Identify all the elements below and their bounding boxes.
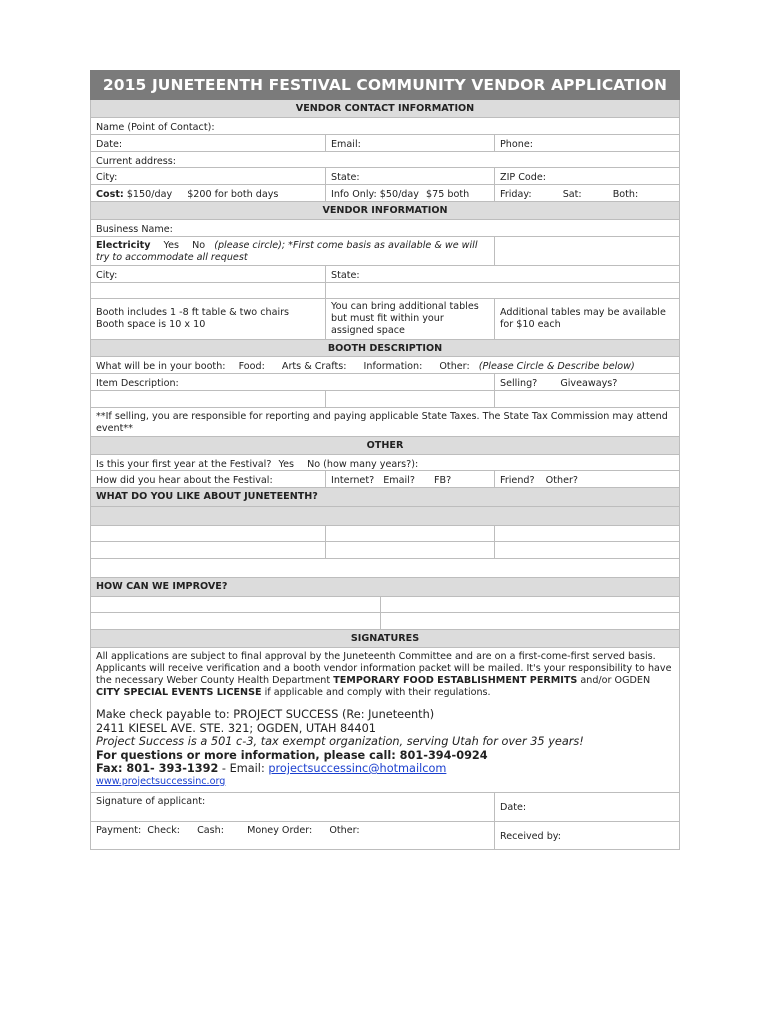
row-cost xyxy=(90,185,680,202)
booth-food-option[interactable]: Food: xyxy=(238,361,265,372)
section-header-other: OTHER xyxy=(90,437,680,455)
phone-label: Phone: xyxy=(500,139,533,150)
booth-other-option[interactable]: Other: xyxy=(439,361,470,372)
business-name-field[interactable] xyxy=(91,220,681,236)
cost-day[interactable]: $150/day xyxy=(126,189,173,200)
approval-text-2: and/or OGDEN xyxy=(577,675,651,686)
vendor-state-field[interactable] xyxy=(325,266,681,282)
name-field[interactable] xyxy=(91,118,681,134)
signature-field[interactable] xyxy=(91,793,494,821)
selling-option[interactable]: Selling? xyxy=(500,378,538,389)
payment-cell xyxy=(91,822,494,849)
payment-check-option[interactable]: Check: xyxy=(147,825,181,836)
address-field[interactable] xyxy=(91,152,681,167)
electricity-label: Electricity xyxy=(96,240,151,251)
electricity-cell xyxy=(91,237,494,265)
row-signature xyxy=(90,793,680,822)
row-item-description xyxy=(90,374,680,391)
other-option[interactable]: Other? xyxy=(545,475,579,486)
signature-date-label: Date: xyxy=(500,802,527,813)
fax-text: Fax: 801- 393-1392 xyxy=(96,762,219,775)
blank-cell[interactable] xyxy=(325,391,494,407)
blank-cell[interactable] xyxy=(91,391,325,407)
row-city-state-zip xyxy=(90,168,680,185)
info-only-day[interactable]: Info Only: $50/day xyxy=(331,189,419,200)
booth-arts-option[interactable]: Arts & Crafts: xyxy=(281,361,347,372)
blank-cell[interactable] xyxy=(494,542,681,558)
first-year-label: Is this your first year at the Festival? xyxy=(96,459,272,470)
date-label: Date: xyxy=(96,139,123,150)
blank-cell[interactable] xyxy=(494,526,681,541)
signatures-info-cell xyxy=(91,648,681,792)
cost-cell xyxy=(91,185,325,201)
row-like-blank-2 xyxy=(90,542,680,559)
booth-includes-cell xyxy=(91,299,325,339)
info-only-both[interactable]: $75 both xyxy=(426,189,470,200)
booth-space-text: Booth space is 10 x 10 xyxy=(96,319,206,330)
electricity-yes[interactable]: Yes xyxy=(163,240,180,251)
first-year-no[interactable]: No (how many years?): xyxy=(307,459,419,470)
name-label: Name (Point of Contact): xyxy=(96,122,215,133)
row-improve-blank-2 xyxy=(90,613,680,630)
row-tax-note xyxy=(90,408,680,437)
approval-text: All applications are subject to final approval by the Juneteenth Committee and are on a first-come-first served basis. Applicants will receive verification and a booth vendor information packet will be mailed. It's your responsibility to have the necessary Weber County Health Department xyxy=(96,651,672,686)
electricity-blank[interactable] xyxy=(494,237,681,265)
blank-cell[interactable] xyxy=(91,613,380,629)
row-electricity xyxy=(90,237,680,266)
row-blank-1 xyxy=(90,283,680,299)
received-by-field[interactable] xyxy=(494,822,681,849)
booth-contents-cell xyxy=(91,357,681,373)
email-label: Email: xyxy=(331,139,361,150)
blank-cell[interactable] xyxy=(91,283,325,298)
nonprofit-text: Project Success is a 501 c-3, tax exempt organization, serving Utah for over 35 years! xyxy=(96,735,584,748)
email-field[interactable] xyxy=(325,135,494,151)
additional-tables-text: You can bring additional tables but must fit within your assigned space xyxy=(331,301,479,336)
payment-cash-option[interactable]: Cash: xyxy=(197,825,224,836)
blank-cell[interactable] xyxy=(325,526,494,541)
payment-label: Payment: xyxy=(96,825,142,836)
city-field[interactable] xyxy=(91,168,325,184)
email-option[interactable]: Email? xyxy=(383,475,415,486)
row-booth-info xyxy=(90,299,680,340)
first-year-yes[interactable]: Yes xyxy=(278,459,294,470)
row-first-year xyxy=(90,455,680,471)
vendor-application-form xyxy=(90,70,680,850)
section-header-booth: BOOTH DESCRIPTION xyxy=(90,340,680,357)
website-link[interactable]: www.projectsuccessinc.org xyxy=(96,775,226,787)
approval-text-3: if applicable and comply with their regulations. xyxy=(261,687,491,698)
row-date-email-phone xyxy=(90,135,680,152)
booth-contents-label: What will be in your booth: xyxy=(96,361,226,372)
signature-label: Signature of applicant: xyxy=(96,796,206,807)
row-vendor-city-state xyxy=(90,266,680,283)
food-permit-text: TEMPORARY FOOD ESTABLISHMENT PERMITS xyxy=(333,675,578,686)
date-field[interactable] xyxy=(91,135,325,151)
row-payment xyxy=(90,822,680,850)
row-booth-contents xyxy=(90,357,680,374)
hear-about-label: How did you hear about the Festival: xyxy=(96,475,273,486)
days-cell xyxy=(494,185,681,201)
approval-paragraph xyxy=(96,651,676,699)
first-year-cell xyxy=(91,455,681,470)
fb-option[interactable]: FB? xyxy=(434,475,452,486)
additional-tables-cell xyxy=(325,299,494,339)
row-like-shaded[interactable] xyxy=(90,507,680,526)
hear-options-cell xyxy=(325,471,494,487)
giveaways-option[interactable]: Giveaways? xyxy=(560,378,618,389)
signature-date-field[interactable] xyxy=(494,793,681,821)
vendor-state-label: State: xyxy=(331,270,360,281)
hear-about-cell xyxy=(91,471,325,487)
selling-cell xyxy=(494,374,681,390)
friend-option[interactable]: Friend? xyxy=(500,475,535,486)
vendor-city-field[interactable] xyxy=(91,266,325,282)
both-days-option[interactable]: Both: xyxy=(612,189,639,200)
friday-option[interactable]: Friday: xyxy=(500,189,532,200)
row-like-blank-1 xyxy=(90,526,680,542)
internet-option[interactable]: Internet? xyxy=(331,475,375,486)
phone-field[interactable] xyxy=(494,135,681,151)
blank-cell[interactable] xyxy=(380,597,681,612)
section-header-like: WHAT DO YOU LIKE ABOUT JUNETEENTH? xyxy=(90,488,680,507)
check-payable-text: Make check payable to: PROJECT SUCCESS (Re: Juneteenth) xyxy=(96,708,435,721)
hear-options-cell-2 xyxy=(494,471,681,487)
row-like-blank-3 xyxy=(90,559,680,578)
tax-note: **If selling, you are responsible for reporting and paying applicable State Taxes. The State Tax Commission may attend event** xyxy=(96,411,668,434)
blank-cell[interactable] xyxy=(91,526,325,541)
item-description-label: Item Description: xyxy=(96,378,179,389)
state-field[interactable] xyxy=(325,168,494,184)
blank-cell[interactable] xyxy=(91,542,325,558)
item-description-field[interactable] xyxy=(91,374,494,390)
blank-cell[interactable] xyxy=(325,542,494,558)
section-header-contact: VENDOR CONTACT INFORMATION xyxy=(90,100,680,118)
section-header-improve: HOW CAN WE IMPROVE? xyxy=(90,578,680,597)
fax-email-line xyxy=(96,762,676,776)
mailing-address-text: 2411 KIESEL AVE. STE. 321; OGDEN, UTAH 84401 xyxy=(96,721,376,735)
booth-includes-text: Booth includes 1 -8 ft table & two chairs xyxy=(96,307,290,318)
cost-label: Cost: xyxy=(96,189,124,200)
cost-both-days[interactable]: $200 for both days xyxy=(187,189,279,200)
section-header-signatures: SIGNATURES xyxy=(90,630,680,648)
received-by-label: Received by: xyxy=(500,831,562,842)
blank-cell[interactable] xyxy=(494,391,681,407)
row-address xyxy=(90,152,680,168)
blank-cell[interactable] xyxy=(325,283,681,298)
form-title: 2015 JUNETEENTH FESTIVAL COMMUNITY VENDOR APPLICATION xyxy=(90,70,680,100)
payment-money-order-option[interactable]: Money Order: xyxy=(247,825,313,836)
vendor-city-label: City: xyxy=(96,270,118,281)
payment-other-option[interactable]: Other: xyxy=(329,825,360,836)
section-header-vendor: VENDOR INFORMATION xyxy=(90,202,680,220)
row-improve-blank-1 xyxy=(90,597,680,613)
business-name-label: Business Name: xyxy=(96,224,173,235)
zip-label: ZIP Code: xyxy=(500,172,547,183)
available-tables-cell xyxy=(494,299,681,339)
electricity-no[interactable]: No xyxy=(192,240,206,251)
events-license-text: CITY SPECIAL EVENTS LICENSE xyxy=(96,687,262,698)
email-prefix-text: - Email: xyxy=(218,762,269,775)
email-link[interactable]: projectsuccessinc@hotmailcom xyxy=(268,762,447,775)
row-business-name xyxy=(90,220,680,237)
row-blank-2 xyxy=(90,391,680,408)
address-label: Current address: xyxy=(96,156,177,167)
saturday-option[interactable]: Sat: xyxy=(562,189,582,200)
city-label: City: xyxy=(96,172,118,183)
electricity-note: (please circle); *First come basis as available & we will try to accommodate all request xyxy=(96,240,478,263)
booth-circle-note: (Please Circle & Describe below) xyxy=(478,361,635,372)
booth-information-option[interactable]: Information: xyxy=(363,361,423,372)
available-tables-text: Additional tables may be available for $10 each xyxy=(500,307,666,330)
blank-cell[interactable] xyxy=(380,613,681,629)
info-only-cell xyxy=(325,185,494,201)
zip-field[interactable] xyxy=(494,168,681,184)
questions-text: For questions or more information, please call: 801-394-0924 xyxy=(96,748,488,762)
blank-cell[interactable] xyxy=(91,597,380,612)
row-hear-about xyxy=(90,471,680,488)
state-label: State: xyxy=(331,172,360,183)
row-signatures-info xyxy=(90,648,680,793)
row-name xyxy=(90,118,680,135)
